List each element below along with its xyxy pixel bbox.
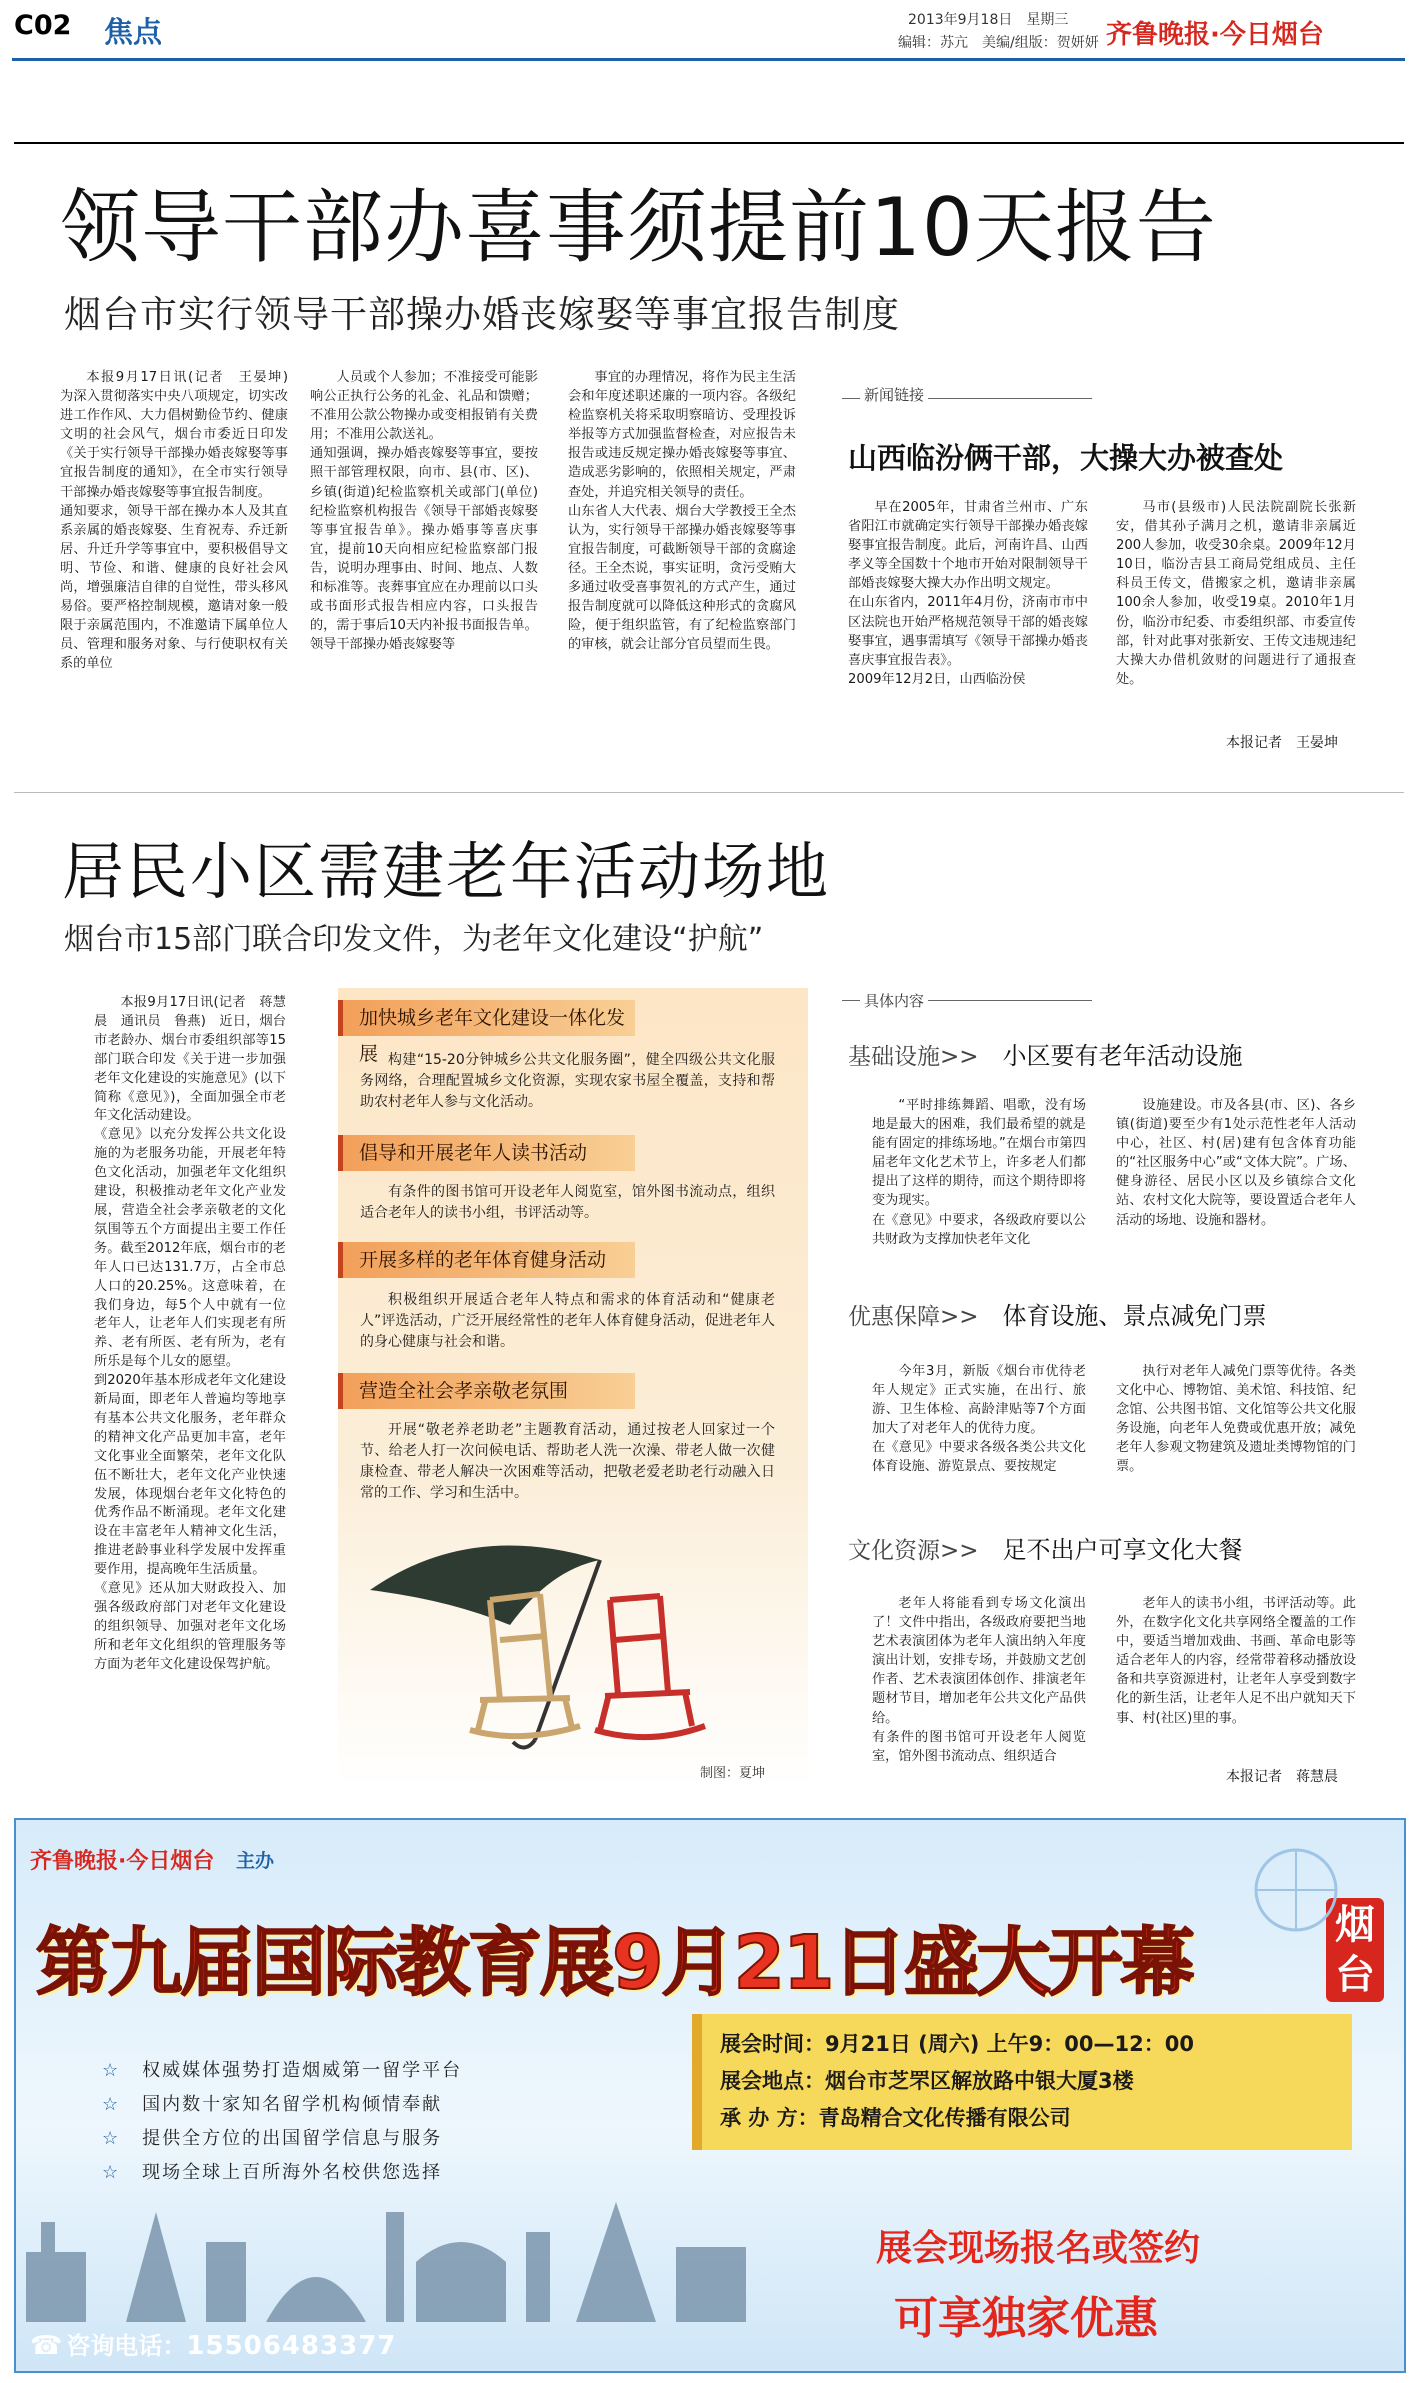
ad-headline: 第九届国际教育展9月21日盛大开幕 [36,1920,1193,2006]
news-link-col1: 早在2005年，甘肃省兰州市、广东省阳江市就确定实行领导干部操办婚丧嫁娶事宜报告制度。此后，河南许昌、山西孝义等全国数十个地市开始对限制领导干部婚丧嫁娶大操大办作出明文规定。 在山东省内，2011年4月份，济南市市中区法院也开始严格规范领导干部的婚丧嫁娶事宜，遇事需填写《领导干部操办婚丧喜庆事宜报告表》。 2009年12月2日，山西临汾侯 [848,500,1088,687]
article2-title: 居民小区需建老年活动场地 [62,835,831,908]
top-rule [14,142,1404,144]
ad-host-brand: 齐鲁晚报·今日烟台 [30,1849,215,1874]
ad-place-row [720,2063,1334,2100]
ad-bullet-4 [102,2158,442,2184]
ad-bullet-text: 国内数十家知名留学机构倾情奉献 [142,2094,443,2115]
world-landmarks-skyline [16,2192,776,2322]
section1-col1: “平时排练舞蹈、唱歌，没有场地是最大的困难，我们最希望的就是能有固定的排练场地。”在烟台市第四届老年文化艺术节上，许多老人们都提出了这样的期待，而这个期待即将变为现实。 在《意见》中要求，各级政府要以公共财政为支撑加快老年文化 [872,1098,1086,1247]
ad-time: 9月21日 (周六) 上午9：00—12：00 [825,2032,1194,2056]
detail-label: 具体内容 [860,990,928,1011]
info-box1-text: 构建“15-20分钟城乡公共文化服务圈”，健全四级公共文化服务网络，合理配置城乡文化资源，实现农家书屋全覆盖，支持和帮助农村老年人参与文化活动。 [360,1052,775,1110]
ad-time-row [720,2026,1334,2063]
star-icon: ☆ [102,2060,121,2081]
ad-time-label: 展会时间： [720,2032,825,2056]
info-box4-text: 开展“敬老养老助老”主题教育活动，通过按老人回家过一个节、给老人打一次问候电话、帮助老人洗一次澡、带老人做一次健康检查、带老人解决一次困难等活动，把敬老爱老助老行动融入日常的工作、学习和生活中。 [360,1422,775,1501]
section3-title: 足不出户可享文化大餐 [1002,1536,1243,1564]
ad-org-row [720,2100,1334,2137]
header-rule [12,58,1405,61]
globe-books-graphic [1206,1830,1386,1910]
section3-heading [848,1530,1243,1565]
info-box2-title: 倡导和开展老年人读书活动 [338,1135,635,1171]
section2-label: 优惠保障>> [848,1304,979,1330]
ad-promo-line1: 展会现场报名或签约 [876,2228,1201,2269]
ad-bullet-text: 权威媒体强势打造烟威第一留学平台 [142,2060,463,2081]
section3-col1: 老年人将能看到专场文化演出了！文件中指出，各级政府要把当地艺术表演团体为老年人演出纳入年度演出计划，安排专场，并鼓励文艺创作者、艺术表演团体创作、排演老年题材节目，增加老年公共文化产品供给。 有条件的图书馆可开设老年人阅览室，馆外图书流动点、组织适合 [872,1596,1086,1764]
section2-col2: 执行对老年人减免门票等优待。各类文化中心、博物馆、美术馆、科技馆、纪念馆、公共图书馆、文化馆等公共文化服务设施，向老年人免费或优惠开放；减免老年人参观文物建筑及遗址类博物馆的门票。 [1116,1364,1356,1475]
ad-phone-label: 咨询电话： [66,2332,187,2360]
header-brand: 齐鲁晚报·今日烟台 [1106,20,1324,50]
info-box3-text: 积极组织开展适合老年人特点和需求的体育活动和“健康老人”评选活动，广泛开展经常性的老年人体育健身活动，促进老年人的身心健康与社会和谐。 [360,1292,775,1350]
star-icon: ☆ [102,2094,121,2115]
article2-byline: 本报记者 蒋慧晨 [1226,1769,1338,1785]
ad-bullet-text: 提供全方位的出国留学信息与服务 [142,2128,443,2149]
ad-org-label: 承 办 方： [720,2106,819,2130]
section1-title: 小区要有老年活动设施 [1002,1042,1243,1070]
ad-org: 青岛精合文化传播有限公司 [818,2106,1071,2130]
ad-host-label: 主办 [236,1850,275,1872]
article1-col3: 事宜的办理情况，将作为民主生活会和年度述职述廉的一项内容。各级纪检监察机关将采取明察暗访、受理投诉举报等方式加强监督检查，对应报告未报告或违反规定操办婚丧嫁娶等事宜、造成恶劣影响的，依照相关规定，严肃查处，并追究相关领导的责任。 山东省人大代表、烟台大学教授王全杰认为，实行领导干部操办婚丧嫁娶等事宜报告制度，可截断领导干部的贪腐途径。王全杰说，事实证明，贪污受贿大多通过收受喜事贺礼的方式产生，通过报告制度就可以降低这种形式的贪腐风险，便于组织监管，有了纪检监察部门的审核，就会让部分官员望而生畏。 [568,370,796,653]
news-link-label: 新闻链接 [860,384,928,405]
section2-col1: 今年3月，新版《烟台市优待老年人规定》正式实施，在出行、旅游、卫生体检、高龄津贴等7个方面加大了对老年人的优待力度。 在《意见》中要求各级各类公共文化体育设施、游览景点、要按规定 [872,1364,1086,1475]
info-box3-title: 开展多样的老年体育健身活动 [338,1242,635,1278]
umbrella-chairs-illustration [360,1530,800,1760]
info-box1-title: 加快城乡老年文化建设一体化发展 [338,1000,635,1036]
illustration-credit: 制图：夏坤 [700,1766,766,1781]
article1-subtitle: 烟台市实行领导干部操办婚丧嫁娶等事宜报告制度 [64,293,900,336]
header-editors: 编辑：苏亢 美编/组版：贺妍妍 [898,35,1099,51]
article1-bottom-rule [14,792,1404,793]
section-name: 焦点 [104,15,163,49]
ad-info-box [692,2014,1352,2150]
header-date: 2013年9月18日 星期三 [908,12,1069,28]
star-icon: ☆ [102,2162,121,2183]
section1-col2: 设施建设。市及各县(市、区)、各乡镇(街道)要至少有1处示范性老年人活动中心，社区、村(居)建有包含体育功能的“社区服务中心”或“文体大院”。广场、健身游径、居民小区以及乡镇综合文化站、农村文化大院等，要设置适合老年人活动的场地、设施和器材。 [1116,1098,1356,1228]
ad-bullet-3 [102,2124,442,2150]
ad-phone-number[interactable]: 15506483377 [186,2331,397,2361]
ad-bullet-2 [102,2090,442,2116]
ad-place-label: 展会地点： [720,2069,825,2093]
page-number: C02 [14,10,72,41]
umbrella-canopy [370,1545,600,1625]
section2-heading [848,1296,1267,1331]
article1-col1: 本报9月17日讯(记者 王晏坤) 为深入贯彻落实中央八项规定，切实改进工作作风、大力倡树勤俭节约、健康文明的社会风气，烟台市委近日印发《关于实行领导干部操办婚丧嫁娶等事宜报告制度的通知》，在全市实行领导干部操办婚丧嫁娶等事宜报告制度。 通知要求，领导干部在操办本人及其直系亲属的婚丧嫁娶、生育祝寿、乔迁新居、升迁升学等事宜中，要积极倡导文明、节俭、和谐、健康的良好社会风尚，增强廉洁自律的自觉性，带头移风易俗。要严格控制规模，邀请对象一般限于亲属范围内，不准邀请下属单位人员、管理和服务对象、与行使职权有关系的单位 [60,370,288,672]
section3-col2: 老年人的读书小组，书评活动等。此外，在数字化文化共享网络全覆盖的工作中，要适当增加戏曲、书画、革命电影等适合老年人的内容，经常带着移动播放设备和共享资源进村，让老年人享受到数字化的新生活，让老年人足不出户就知天下事、村(社区)里的事。 [1116,1596,1356,1726]
ad-bullet-1 [102,2056,462,2082]
article2-col1: 本报9月17日讯(记者 蒋慧晨 通讯员 鲁燕) 近日，烟台市老龄办、烟台市委组织部等15部门联合印发《关于进一步加强老年文化建设的实施意见》(以下简称《意见》)，全面加强全市老年文化活动建设。 《意见》以充分发挥公共文化设施的为老服务功能，开展老年特色文化活动，加强老年文化组织建设，积极推动老年文化产业发展，营造全社会孝亲敬老的文化氛围等五个方面提出主要工作任务。截至2012年底，烟台市的老年人口已达131.7万，占全市总人口的20.25%。这意味着，在我们身边，每5个人中就有一位老年人，让老年人们实现老有所养、老有所医、老有所为，老有所乐是每个儿女的愿望。 到2020年基本形成老年文化建设新局面，即老年人普遍均等地享有基本公共文化服务，老年群众的精神文化产品更加丰富，老年文化事业全面繁荣，老年文化队伍不断壮大，老年文化产业快速发展，体现烟台老年文化特色的优秀作品不断涌现。老年文化建设在丰富老年人精神文化生活，推进老龄事业科学发展中发挥重要作用，提高晚年生活质量。 《意见》还从加大财政投入、加强各级政府部门对老年文化建设的组织领导、加强对老年文化场所和老年文化组织的管理服务等方面为老年文化建设保驾护航。 [94,995,286,1672]
info-box2-text: 有条件的图书馆可开设老年人阅览室，馆外图书流动点，组织适合老年人的读书小组，书评活动等。 [360,1184,775,1221]
ad-bullet-text: 现场全球上百所海外名校供您选择 [142,2162,443,2183]
news-link-title: 山西临汾俩干部，大操大办被查处 [848,441,1284,475]
red-rocking-chair [595,1596,705,1737]
article1-title: 领导干部办喜事须提前10天报告 [60,181,1217,274]
section2-title: 体育设施、景点减免门票 [1002,1302,1267,1330]
ad-phone-row [30,2326,396,2361]
article1-col2: 人员或个人参加；不准接受可能影响公正执行公务的礼金、礼品和馈赠；不准用公款公物操办或变相报销有关费用；不准用公款送礼。 通知强调，操办婚丧嫁娶等事宜，要按照干部管理权限，向市、县(市、区)、乡镇(街道)纪检监察机关或部门(单位)纪检监察机构报告《领导干部婚丧嫁娶等事宜报告单》。操办婚事等喜庆事宜，提前10天向相应纪检监察部门报告，说明办理事由、时间、地点、人数和标准等。丧葬事宜应在办理前以口头或书面形式报告相应内容，口头报告的，需于事后10天内补报书面报告单。 领导干部操办婚丧嫁娶等 [310,370,538,653]
ad-city-badge: 烟台 [1326,1898,1384,2002]
section1-label: 基础设施>> [848,1044,979,1070]
star-icon: ☆ [102,2128,121,2149]
article1-byline: 本报记者 王晏坤 [1226,735,1338,751]
ad-promo-line2: 可享独家优惠 [894,2293,1158,2344]
section1-heading [848,1036,1243,1071]
section3-label: 文化资源>> [848,1538,979,1564]
article2-subtitle: 烟台市15部门联合印发文件，为老年文化建设“护航” [64,922,764,957]
ad-banner [14,1818,1406,2373]
phone-icon: ☎ [30,2331,63,2361]
news-link-col2: 马市(县级市)人民法院副院长张新安，借其孙子满月之机，邀请非亲属近200人参加，收受30余桌。2009年12月10日，临汾吉县工商局党组成员、主任科员王传文，借搬家之机，邀请非亲属100余人参加，收受19桌。2010年1月份，临汾市纪委、市委组织部、市委宣传部，针对此事对张新安、王传文违规违纪大操大办借机敛财的问题进行了通报查处。 [1116,500,1356,687]
ad-place: 烟台市芝罘区解放路中银大厦3楼 [825,2069,1134,2093]
info-box4-title: 营造全社会孝亲敬老氛围 [338,1373,635,1409]
